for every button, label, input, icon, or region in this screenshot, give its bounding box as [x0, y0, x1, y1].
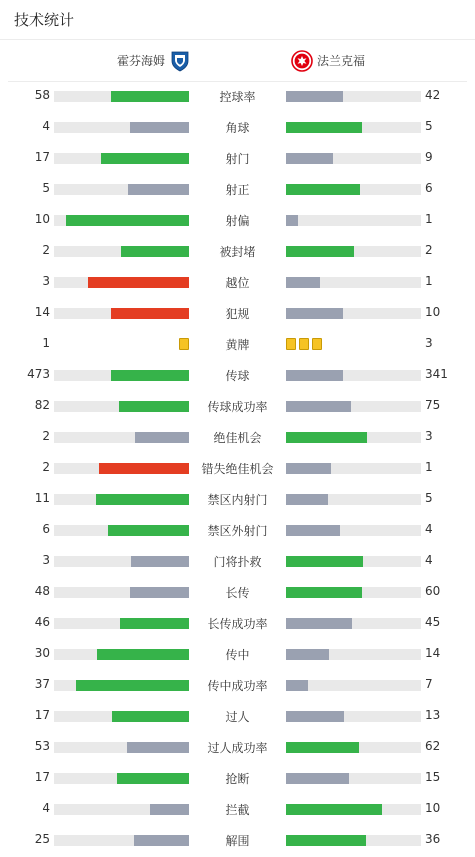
away-team-name: 法兰克福 — [317, 54, 366, 68]
home-stat-bar-track — [54, 835, 189, 846]
away-stat-value: 60 — [425, 584, 441, 598]
away-stat-bar — [286, 494, 328, 505]
home-stat-bar — [128, 184, 189, 195]
home-stat-bar — [111, 308, 189, 319]
home-stat-value: 6 — [42, 522, 50, 536]
away-stat-value: 15 — [425, 770, 441, 784]
away-stat-value: 1 — [425, 274, 433, 288]
stat-row — [0, 205, 475, 236]
away-stat-bar — [286, 711, 344, 722]
away-stat-bar — [286, 835, 366, 846]
away-stat-bar-track — [286, 91, 421, 102]
home-stat-bar-track — [54, 401, 189, 412]
away-stat-value: 7 — [425, 677, 433, 691]
stat-row — [0, 298, 475, 329]
home-stat-bar — [108, 525, 189, 536]
home-stat-bar — [96, 494, 189, 505]
away-stat-bar — [286, 742, 359, 753]
stat-label: 长传成功率 — [207, 617, 268, 631]
home-stat-bar-track — [54, 587, 189, 598]
home-stat-bar-track — [54, 370, 189, 381]
home-stat-value: 30 — [34, 646, 50, 660]
away-stat-bar-track — [286, 370, 421, 381]
home-stat-bar-track — [54, 246, 189, 257]
away-stat-value: 75 — [425, 398, 441, 412]
home-stat-value: 11 — [34, 491, 50, 505]
home-stat-value: 37 — [34, 677, 50, 691]
home-stat-bar-track — [54, 773, 189, 784]
home-stat-bar-track — [54, 742, 189, 753]
stat-row — [0, 267, 475, 298]
away-stat-value: 4 — [425, 522, 433, 536]
away-stat-value: 10 — [425, 305, 441, 319]
away-stat-value: 1 — [425, 460, 433, 474]
away-stat-bar — [286, 215, 298, 226]
away-stat-bar — [286, 277, 320, 288]
stat-label: 禁区内射门 — [207, 493, 268, 507]
away-stat-bar-track — [286, 215, 421, 226]
away-stat-value: 6 — [425, 181, 433, 195]
stat-row — [0, 546, 475, 577]
away-stat-bar — [286, 308, 343, 319]
away-stat-bar-track — [286, 494, 421, 505]
away-stat-bar — [286, 773, 349, 784]
home-yellow-cards — [179, 338, 189, 351]
home-stat-bar-track — [54, 122, 189, 133]
home-stat-bar — [99, 463, 189, 474]
home-stat-bar-track — [54, 308, 189, 319]
home-stat-value: 2 — [42, 429, 50, 443]
page-header — [0, 0, 475, 40]
stat-label: 传球 — [225, 369, 250, 383]
home-stat-value: 82 — [34, 398, 50, 412]
stats-list — [0, 81, 475, 856]
away-stat-bar-track — [286, 649, 421, 660]
away-stat-value: 62 — [425, 739, 441, 753]
away-stat-bar — [286, 649, 329, 660]
stat-row — [0, 794, 475, 825]
away-stat-bar-track — [286, 246, 421, 257]
home-stat-bar-track — [54, 804, 189, 815]
home-stat-bar-track — [54, 494, 189, 505]
away-stat-bar-track — [286, 401, 421, 412]
away-stat-value: 14 — [425, 646, 441, 660]
home-stat-bar — [121, 246, 189, 257]
home-stat-value: 17 — [34, 150, 50, 164]
hoffenheim-crest-icon — [169, 50, 191, 72]
home-stat-value: 53 — [34, 739, 50, 753]
home-stat-bar — [127, 742, 189, 753]
stat-row — [0, 670, 475, 701]
away-stat-bar-track — [286, 835, 421, 846]
away-stat-value: 3 — [425, 429, 433, 443]
away-stat-value: 45 — [425, 615, 441, 629]
stat-label: 传球成功率 — [207, 400, 268, 414]
home-stat-value: 14 — [34, 305, 50, 319]
away-stat-value: 341 — [425, 367, 448, 381]
stat-row — [0, 763, 475, 794]
home-stat-value: 48 — [34, 584, 50, 598]
home-stat-value: 58 — [34, 88, 50, 102]
home-stat-value: 25 — [34, 832, 50, 846]
home-stat-value: 10 — [34, 212, 50, 226]
home-stat-bar — [88, 277, 189, 288]
home-stat-value: 3 — [42, 274, 50, 288]
home-stat-value: 4 — [42, 119, 50, 133]
stat-label: 越位 — [225, 276, 250, 290]
home-stat-bar — [101, 153, 189, 164]
away-stat-bar-track — [286, 184, 421, 195]
away-stat-bar-track — [286, 618, 421, 629]
teams-bar — [8, 40, 467, 82]
home-stat-bar-track — [54, 649, 189, 660]
home-stat-bar — [112, 711, 189, 722]
away-stat-value: 3 — [425, 336, 433, 350]
away-stat-bar — [286, 370, 343, 381]
home-stat-bar — [117, 773, 189, 784]
yellow-card-icon — [312, 338, 322, 350]
home-stat-bar — [97, 649, 189, 660]
home-team-name: 霍芬海姆 — [117, 54, 166, 68]
stat-row — [0, 453, 475, 484]
away-stat-bar — [286, 618, 352, 629]
away-stat-bar-track — [286, 308, 421, 319]
away-stat-bar-track — [286, 587, 421, 598]
stat-row — [0, 701, 475, 732]
home-stat-bar-track — [54, 277, 189, 288]
away-stat-value: 5 — [425, 491, 433, 505]
away-stat-bar — [286, 432, 367, 443]
away-stat-value: 5 — [425, 119, 433, 133]
away-stat-bar — [286, 153, 333, 164]
away-stat-bar — [286, 587, 362, 598]
home-stat-bar — [150, 804, 189, 815]
away-stat-bar — [286, 525, 340, 536]
home-stat-bar-track — [54, 680, 189, 691]
stat-row — [0, 639, 475, 670]
away-stat-value: 9 — [425, 150, 433, 164]
home-stat-bar — [130, 587, 189, 598]
home-stat-bar — [130, 122, 189, 133]
stat-label: 拦截 — [225, 803, 250, 817]
away-stat-bar — [286, 804, 382, 815]
stat-label: 长传 — [225, 586, 250, 600]
stat-row — [0, 391, 475, 422]
away-stat-bar — [286, 556, 363, 567]
home-stat-bar — [135, 432, 189, 443]
stat-label: 传中成功率 — [207, 679, 268, 693]
yellow-card-icon — [299, 338, 309, 350]
away-stat-bar — [286, 184, 360, 195]
away-stat-value: 2 — [425, 243, 433, 257]
stat-row — [0, 236, 475, 267]
home-stat-bar-track — [54, 91, 189, 102]
home-stat-bar-track — [54, 618, 189, 629]
stat-label: 门将扑救 — [213, 555, 262, 569]
stat-row — [0, 732, 475, 763]
away-stat-bar-track — [286, 153, 421, 164]
away-team[interactable] — [291, 40, 369, 81]
home-stat-bar-track — [54, 215, 189, 226]
stat-row — [0, 81, 475, 112]
stat-label: 抢断 — [225, 772, 250, 786]
away-stat-value: 1 — [425, 212, 433, 226]
home-stat-bar-track — [54, 432, 189, 443]
stat-label: 解围 — [225, 834, 250, 848]
away-stat-bar-track — [286, 277, 421, 288]
stat-row — [0, 484, 475, 515]
away-stat-bar-track — [286, 680, 421, 691]
home-stat-bar — [76, 680, 189, 691]
home-stat-value: 5 — [42, 181, 50, 195]
away-stat-bar-track — [286, 556, 421, 567]
stat-label: 射门 — [225, 152, 250, 166]
home-stat-value: 473 — [27, 367, 50, 381]
home-stat-bar — [111, 91, 189, 102]
home-stat-value: 4 — [42, 801, 50, 815]
away-stat-bar — [286, 680, 308, 691]
stat-row — [0, 143, 475, 174]
home-stat-bar-track — [54, 153, 189, 164]
away-stat-bar — [286, 91, 343, 102]
away-stat-value: 13 — [425, 708, 441, 722]
home-stat-value: 17 — [34, 770, 50, 784]
stat-label: 错失绝佳机会 — [201, 462, 274, 476]
stat-row — [0, 174, 475, 205]
stat-label: 过人 — [225, 710, 250, 724]
home-stat-bar — [131, 556, 189, 567]
home-stat-bar — [111, 370, 189, 381]
home-stat-value: 2 — [42, 243, 50, 257]
home-stat-bar-track — [54, 556, 189, 567]
away-stat-bar — [286, 401, 351, 412]
away-stat-value: 4 — [425, 553, 433, 567]
yellow-card-icon — [179, 338, 189, 350]
stat-label: 黄牌 — [225, 338, 250, 352]
stat-row — [0, 329, 475, 360]
stat-row — [0, 422, 475, 453]
stat-row — [0, 608, 475, 639]
away-stat-bar-track — [286, 432, 421, 443]
away-stat-bar-track — [286, 773, 421, 784]
stat-row — [0, 515, 475, 546]
away-stat-bar — [286, 122, 362, 133]
home-stat-bar — [66, 215, 189, 226]
away-stat-bar-track — [286, 122, 421, 133]
away-stat-bar — [286, 463, 331, 474]
home-stat-bar-track — [54, 463, 189, 474]
home-stat-bar — [134, 835, 189, 846]
away-stat-bar-track — [286, 711, 421, 722]
home-stat-bar-track — [54, 711, 189, 722]
page-title: 技术统计 — [14, 11, 75, 29]
away-stat-bar — [286, 246, 354, 257]
home-stat-value: 3 — [42, 553, 50, 567]
away-stat-bar-track — [286, 804, 421, 815]
away-stat-bar-track — [286, 742, 421, 753]
stat-label: 射正 — [225, 183, 250, 197]
eintracht-eagle-crest-icon — [291, 50, 313, 72]
away-stat-value: 36 — [425, 832, 441, 846]
home-stat-bar — [119, 401, 189, 412]
stat-label: 犯规 — [225, 307, 250, 321]
home-stat-bar-track — [54, 184, 189, 195]
stat-label: 控球率 — [219, 90, 256, 104]
stat-label: 过人成功率 — [207, 741, 268, 755]
home-stat-value: 46 — [34, 615, 50, 629]
away-stat-bar-track — [286, 463, 421, 474]
stat-label: 禁区外射门 — [207, 524, 268, 538]
home-team[interactable] — [113, 40, 191, 81]
home-stat-value: 2 — [42, 460, 50, 474]
away-stat-bar-track — [286, 525, 421, 536]
stat-row — [0, 825, 475, 856]
stat-row — [0, 577, 475, 608]
yellow-card-icon — [286, 338, 296, 350]
away-stat-value: 10 — [425, 801, 441, 815]
home-stat-value: 1 — [42, 336, 50, 350]
away-yellow-cards — [286, 338, 322, 351]
stat-label: 被封堵 — [219, 245, 256, 259]
stat-label: 传中 — [225, 648, 250, 662]
home-stat-value: 17 — [34, 708, 50, 722]
stat-row — [0, 112, 475, 143]
stat-label: 角球 — [225, 121, 250, 135]
home-stat-bar — [120, 618, 189, 629]
stat-label: 绝佳机会 — [213, 431, 262, 445]
stat-row — [0, 360, 475, 391]
stat-label: 射偏 — [225, 214, 250, 228]
away-stat-value: 42 — [425, 88, 441, 102]
home-stat-bar-track — [54, 525, 189, 536]
